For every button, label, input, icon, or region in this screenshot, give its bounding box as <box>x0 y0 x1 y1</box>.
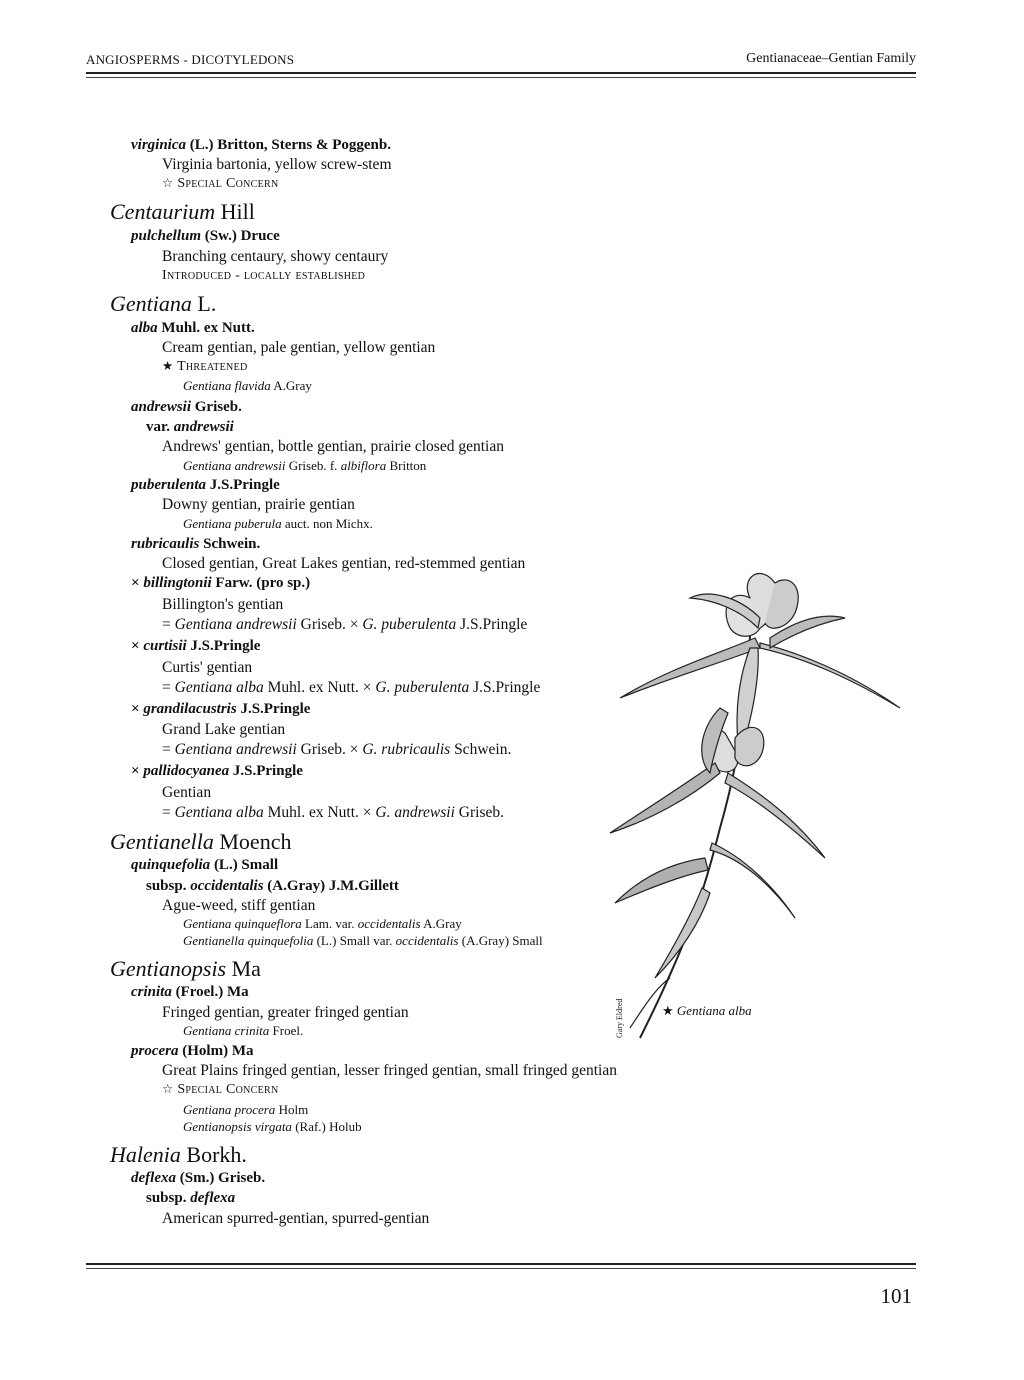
hollow-star-icon: ☆ <box>162 1082 174 1096</box>
status-introduced: Introduced - locally established <box>162 268 366 283</box>
common-name: Virginia bartonia, yellow screw-stem <box>162 156 392 173</box>
common-name: Cream gentian, pale gentian, yellow gentian <box>162 339 436 356</box>
common-name: Fringed gentian, greater fringed gentian <box>162 1004 409 1021</box>
running-header-right: Gentianaceae–Gentian Family <box>746 51 916 66</box>
common-name: American spurred-gentian, spurred-gentian <box>162 1210 430 1227</box>
hybrid-formula: = Gentiana alba Muhl. ex Nutt. × G. andrewsii Griseb. <box>162 804 504 821</box>
gentiana-alba-illustration <box>600 558 910 1058</box>
hybrid-formula: = Gentiana andrewsii Griseb. × G. rubricaulis Schwein. <box>162 741 512 758</box>
genus-gentiana: Gentiana L. <box>110 291 217 316</box>
synonym: Gentiana flavida A.Gray <box>183 378 312 393</box>
species-quinquefolia: quinquefolia (L.) Small <box>131 857 279 873</box>
species-puberulenta: puberulenta J.S.Pringle <box>131 477 280 493</box>
subspecies-occidentalis: subsp. occidentalis (A.Gray) J.M.Gillett <box>146 878 399 894</box>
footer-rule-thin <box>86 1268 916 1269</box>
hybrid-formula: = Gentiana alba Muhl. ex Nutt. × G. puberulenta J.S.Pringle <box>162 679 541 696</box>
common-name: Great Plains fringed gentian, lesser fringed gentian, small fringed gentian <box>162 1062 617 1079</box>
common-name: Closed gentian, Great Lakes gentian, red-stemmed gentian <box>162 555 526 572</box>
footer-rule <box>86 1263 916 1265</box>
hollow-star-icon: ☆ <box>162 176 174 190</box>
synonym: Gentianella quinquefolia (L.) Small var. occidentalis (A.Gray) Small <box>183 933 543 948</box>
common-name: Branching centaury, showy centaury <box>162 248 389 265</box>
common-name: Grand Lake gentian <box>162 721 286 738</box>
hybrid-curtisii: × curtisii J.S.Pringle <box>131 638 261 654</box>
common-name: Downy gentian, prairie gentian <box>162 496 355 513</box>
subspecies-deflexa: subsp. deflexa <box>146 1190 236 1206</box>
header-rule-thin <box>86 77 916 78</box>
species-alba: alba Muhl. ex Nutt. <box>131 320 255 336</box>
common-name: Ague-weed, stiff gentian <box>162 897 316 914</box>
header-rule <box>86 72 916 74</box>
genus-halenia: Halenia Borkh. <box>110 1142 247 1167</box>
hybrid-billingtonii: × billingtonii Farw. (pro sp.) <box>131 575 311 591</box>
hybrid-grandilacustris: × grandilacustris J.S.Pringle <box>131 701 311 717</box>
page-number: 101 <box>880 1284 912 1308</box>
common-name: Gentian <box>162 784 212 801</box>
synonym: Gentiana crinita Froel. <box>183 1023 304 1038</box>
variety-andrewsii: var. andrewsii <box>146 419 234 435</box>
common-name: Billington's gentian <box>162 596 284 613</box>
species-andrewsii: andrewsii Griseb. <box>131 399 242 415</box>
species-virginica: virginica (L.) Britton, Sterns & Poggenb. <box>131 137 391 153</box>
species-procera: procera (Holm) Ma <box>131 1043 254 1059</box>
species-rubricaulis: rubricaulis Schwein. <box>131 536 261 552</box>
species-deflexa: deflexa (Sm.) Griseb. <box>131 1170 266 1186</box>
status-threatened: ★ Threatened <box>162 359 248 374</box>
synonym: Gentiana quinqueflora Lam. var. occidentalis A.Gray <box>183 916 462 931</box>
common-name: Andrews' gentian, bottle gentian, prairie closed gentian <box>162 438 504 455</box>
star-icon: ★ <box>662 1003 674 1018</box>
species-pulchellum: pulchellum (Sw.) Druce <box>131 228 280 244</box>
genus-centaurium: Centaurium Hill <box>110 199 255 224</box>
star-icon: ★ <box>162 359 174 373</box>
synonym: Gentiana puberula auct. non Michx. <box>183 516 373 531</box>
running-header-left: ANGIOSPERMS - DICOTYLEDONS <box>86 52 295 67</box>
synonym: Gentianopsis virgata (Raf.) Holub <box>183 1119 362 1134</box>
common-name: Curtis' gentian <box>162 659 253 676</box>
artist-signature: Gary Eldred <box>615 998 624 1038</box>
status-special-concern: ☆ Special Concern <box>162 176 279 191</box>
status-special-concern: ☆ Special Concern <box>162 1082 279 1097</box>
genus-gentianella: Gentianella Moench <box>110 829 292 854</box>
illustration-caption: ★ Gentiana alba <box>662 1003 752 1018</box>
synonym: Gentiana procera Holm <box>183 1102 309 1117</box>
species-crinita: crinita (Froel.) Ma <box>131 984 249 1000</box>
hybrid-formula: = Gentiana andrewsii Griseb. × G. puberulenta J.S.Pringle <box>162 616 528 633</box>
hybrid-pallidocyanea: × pallidocyanea J.S.Pringle <box>131 763 303 779</box>
synonym: Gentiana andrewsii Griseb. f. albiflora Britton <box>183 458 427 473</box>
genus-gentianopsis: Gentianopsis Ma <box>110 956 261 981</box>
